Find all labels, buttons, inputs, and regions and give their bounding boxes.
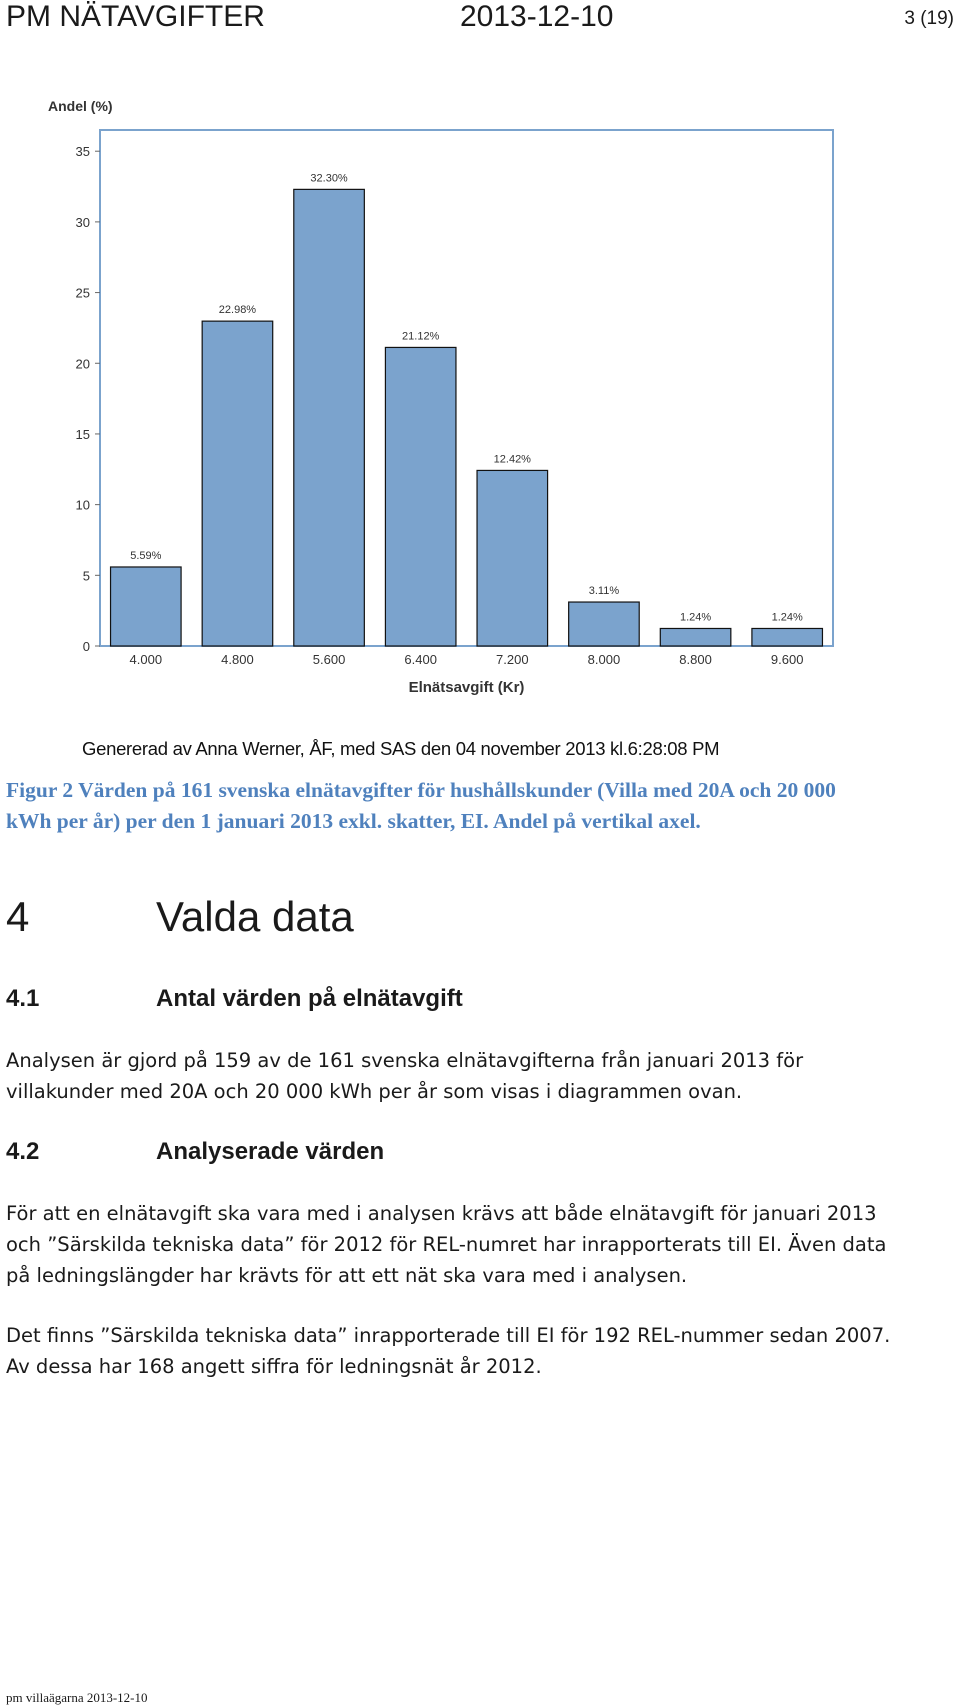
bar (202, 321, 273, 646)
section-41-title: Antal värden på elnätavgift (156, 985, 463, 1012)
header-title: PM NÄTAVGIFTER (6, 0, 265, 33)
y-tick-label: 0 (82, 639, 90, 654)
figure-caption: Figur 2 Värden på 161 svenska elnätavgifter för hushållskunder (Villa med 20A och 20 000 kWh per år) per den 1 januari 2013 exkl. skatter, EI. Andel på vertikal axel. (6, 778, 836, 833)
x-tick-label: 8.000 (587, 652, 621, 667)
data-label: 1.24% (679, 611, 712, 624)
page-header (6, 0, 954, 36)
y-tick-label: 25 (75, 285, 90, 301)
header-date: 2013-12-10 (460, 0, 614, 33)
data-label: 22.98% (218, 304, 257, 317)
x-tick-label: 6.400 (404, 652, 437, 667)
bar (477, 470, 548, 646)
bar (294, 189, 365, 646)
section-42-paragraph-2: Det finns ”Särskilda tekniska data” inrapporterade till EI för 192 REL-nummer sedan 2007. Av dessa har 168 angett siffra för ledningsnät år 2012. (6, 1324, 891, 1378)
y-tick-label: 5 (82, 568, 90, 584)
bar (111, 567, 182, 646)
data-label: 5.59% (130, 549, 162, 562)
bar (752, 628, 823, 646)
bar (385, 347, 456, 646)
bar (569, 602, 640, 646)
y-axis-label: Andel (%) (48, 98, 113, 114)
bar (660, 628, 731, 646)
y-tick-label: 20 (75, 356, 90, 372)
data-label: 12.42% (493, 453, 531, 466)
section-41-heading (6, 985, 463, 1013)
x-tick-label: 7.200 (496, 652, 529, 667)
section-4-heading (6, 893, 354, 941)
y-tick-label: 30 (75, 214, 90, 230)
section-41-paragraph: Analysen är gjord på 159 av de 161 svenska elnätavgifterna från januari 2013 för villakunder med 20A och 20 000 kWh per år som visas i diagrammen ovan. (6, 1049, 804, 1103)
chart-svg (40, 95, 840, 705)
data-label: 1.24% (771, 611, 803, 624)
section-42-paragraph-1: För att en elnätavgift ska vara med i analysen krävs att både elnätavgift för januari 2013 och ”Särskilda tekniska data” för 2012 för REL-numret har inrapporterats till EI. Även data på ledningslängder har krävts för att ett nät ska vara med i analysen. (6, 1202, 887, 1287)
section-4-title: Valda data (156, 893, 354, 940)
x-tick-label: 5.600 (312, 652, 346, 667)
data-label: 32.30% (310, 172, 348, 185)
page-footer: pm villaägarna 2013-12-10 (6, 1690, 148, 1705)
page-number: 3 (19) (904, 8, 954, 29)
x-tick-label: 4.000 (129, 652, 163, 667)
x-tick-label: 9.600 (770, 652, 804, 667)
generated-note: Genererad av Anna Werner, ÅF, med SAS den 04 november 2013 kl.6:28:08 PM (82, 738, 720, 759)
data-label: 3.11% (588, 585, 620, 598)
y-tick-label: 35 (75, 144, 90, 160)
section-42-heading (6, 1138, 384, 1166)
section-41-number: 4.1 (6, 985, 40, 1012)
y-tick-label: 10 (75, 497, 90, 513)
y-tick-label: 15 (75, 426, 90, 442)
data-label: 21.12% (402, 330, 440, 343)
section-4-number: 4 (6, 893, 30, 940)
x-axis-label: Elnätsavgift (Kr) (408, 679, 525, 696)
x-tick-label: 8.800 (679, 652, 712, 667)
section-42-number: 4.2 (6, 1138, 40, 1165)
bar-chart (40, 95, 840, 705)
x-tick-label: 4.800 (221, 652, 254, 667)
section-42-title: Analyserade värden (156, 1138, 385, 1165)
